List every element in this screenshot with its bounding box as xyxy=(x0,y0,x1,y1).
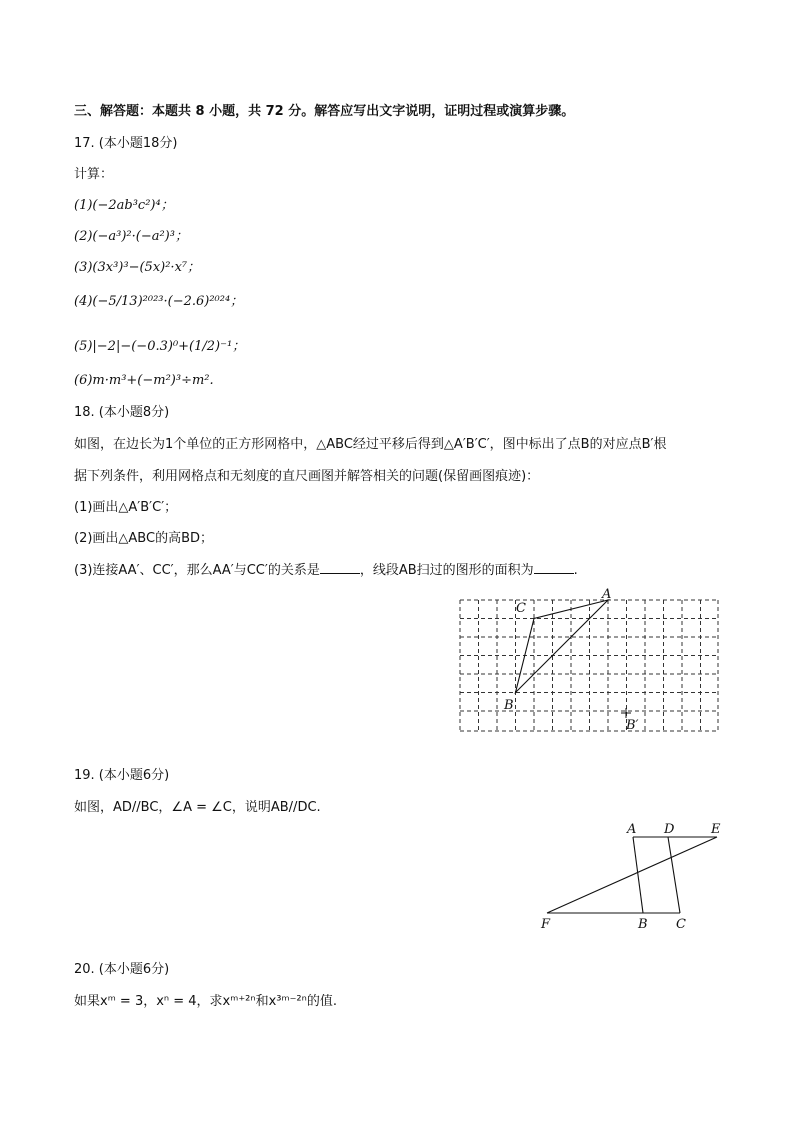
q18-part3-c: . xyxy=(573,563,578,578)
answer-blank-relation[interactable] xyxy=(320,561,360,574)
q17-intro: 计算： xyxy=(74,167,114,182)
label-A: A xyxy=(627,822,637,837)
label-A: A xyxy=(602,587,612,602)
q18-grid-figure xyxy=(455,587,725,740)
section-header: 三、解答题：本题共 8 小题，共 72 分。解答应写出文字说明，证明过程或演算步骤。 xyxy=(74,104,575,119)
q20-text: 如果xᵐ = 3，xⁿ = 4，求xᵐ⁺²ⁿ和x³ᵐ⁻²ⁿ的值. xyxy=(74,994,337,1009)
label-B: B xyxy=(638,917,648,932)
q17-title: 17. (本小题18分) xyxy=(74,136,178,151)
q18-part3 xyxy=(74,561,578,580)
label-C: C xyxy=(516,601,526,616)
q18-part2: (2)画出△ABC的高BD； xyxy=(74,531,214,546)
q17-item-6: (6)m·m³+(−m²)³÷m². xyxy=(74,373,214,388)
q17-item-5: (5)|−2|−(−0.3)⁰+(1/2)⁻¹； xyxy=(74,339,246,354)
label-B: B xyxy=(504,698,514,713)
label-F: F xyxy=(541,917,551,932)
q17-item-4: (4)(−5/13)²⁰²³·(−2.6)²⁰²⁴； xyxy=(74,294,244,309)
q18-title: 18. (本小题8分) xyxy=(74,405,170,420)
q19-title: 19. (本小题6分) xyxy=(74,768,170,783)
q18-text-line1: 如图，在边长为1个单位的正方形网格中，△ABC经过平移后得到△A′B′C′，图中标出了点B的对应点B′根 xyxy=(74,437,667,452)
q17-item-1: (1)(−2ab³c²)⁴； xyxy=(74,198,174,213)
q20-title: 20. (本小题6分) xyxy=(74,962,170,977)
q19-text: 如图，AD//BC，∠A = ∠C，说明AB//DC. xyxy=(74,800,321,815)
q18-part1: (1)画出△A′B′C′； xyxy=(74,500,178,515)
q18-text-line2: 据下列条件，利用网格点和无刻度的直尺画图并解答相关的问题(保留画图痕迹)： xyxy=(74,469,540,484)
q19-figure xyxy=(535,815,735,940)
label-B-prime: B′ xyxy=(626,718,639,733)
label-E: E xyxy=(711,822,721,837)
triangle-abc xyxy=(516,600,609,693)
answer-blank-area[interactable] xyxy=(534,561,574,574)
label-D: D xyxy=(664,822,675,837)
label-C: C xyxy=(676,917,686,932)
q17-item-2: (2)(−a³)²·(−a²)³； xyxy=(74,229,188,244)
q17-item-3: (3)(3x³)³−(5x)²·x⁷； xyxy=(74,260,201,275)
q18-part3-a: (3)连接AA′、CC′，那么AA′与CC′的关系是 xyxy=(74,563,320,578)
q18-part3-b: ，线段AB扫过的图形的面积为 xyxy=(359,563,534,578)
